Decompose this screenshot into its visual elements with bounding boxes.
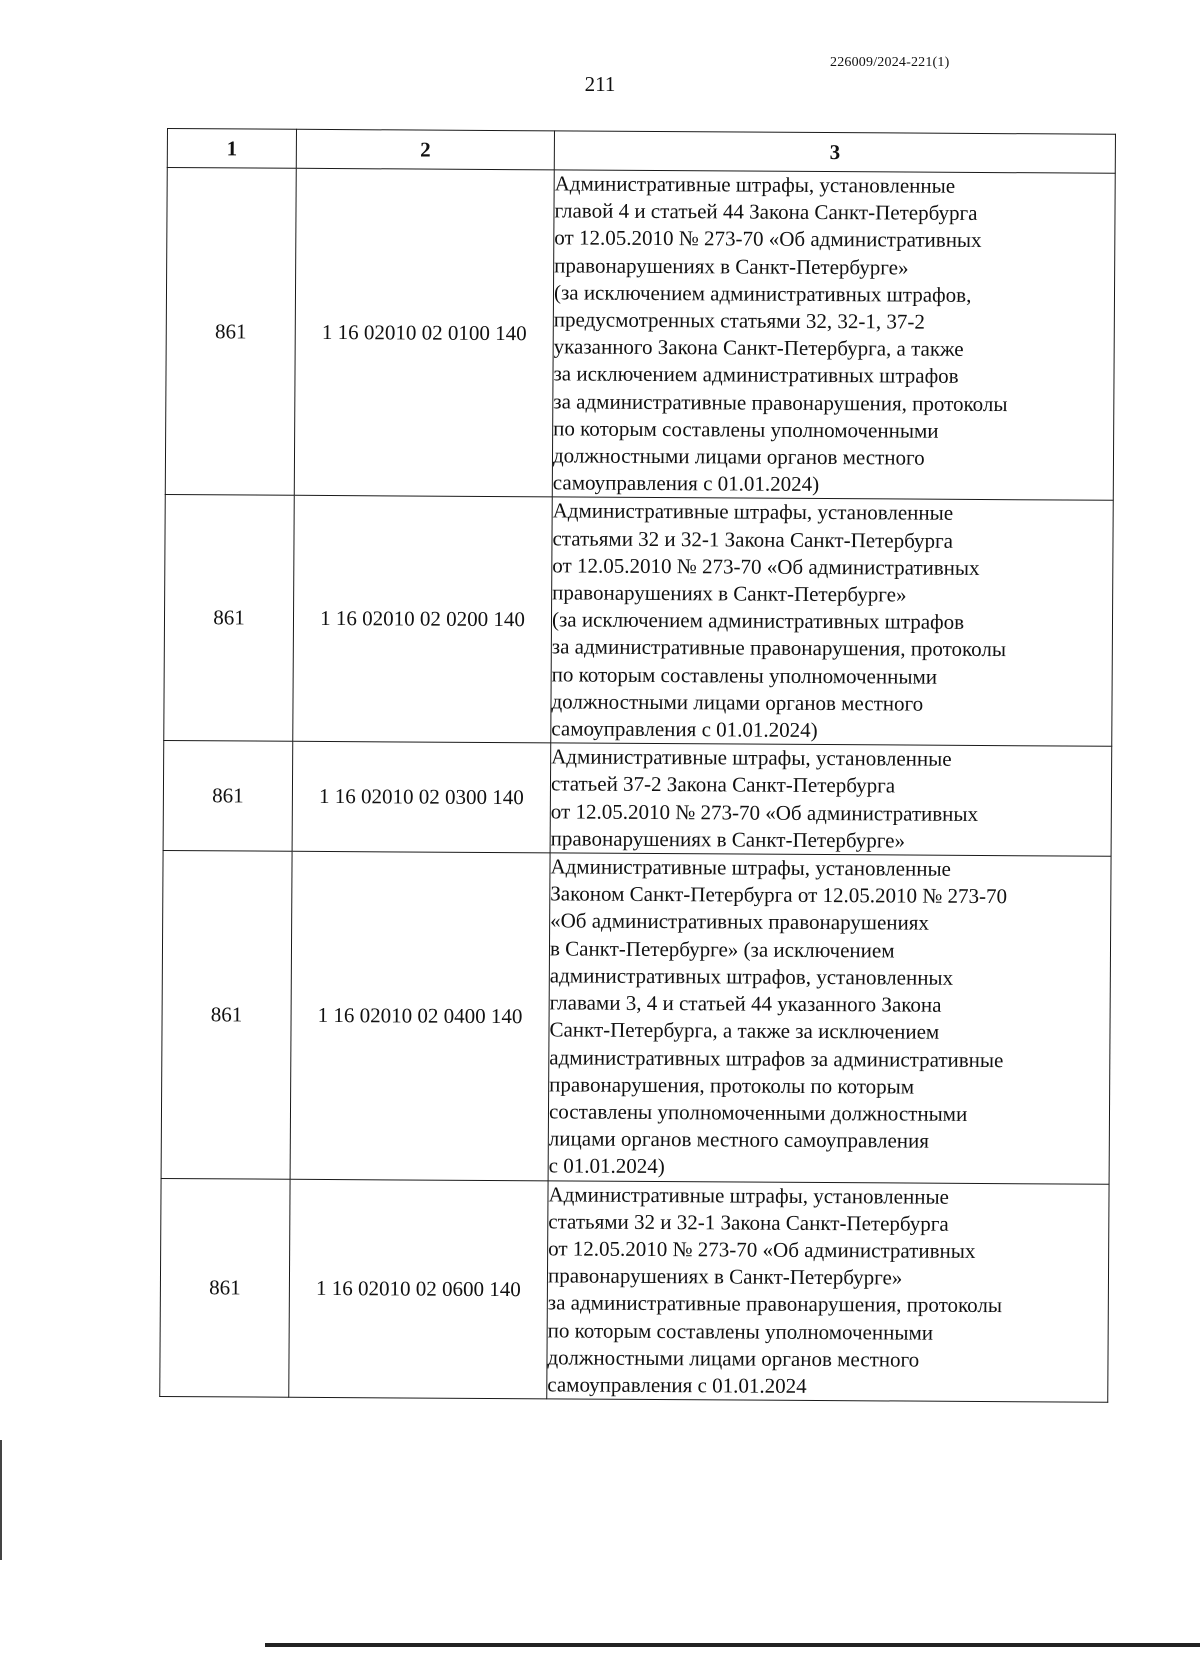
description-cell [548, 853, 1111, 1184]
description-line: Административные штрафы, установленные [550, 854, 951, 881]
document-number: 226009/2024-221(1) [830, 55, 950, 70]
column-header-3: 3 [554, 131, 1115, 173]
description-line: должностными лицами органов местного [551, 689, 924, 716]
admin-code-cell: 861 [165, 168, 296, 496]
description-line: правонарушениях в Санкт-Петербурге» [554, 252, 909, 280]
description-line: по которым составлены уполномоченными [547, 1317, 934, 1345]
budget-code-cell: 1 16 02010 02 0400 140 [290, 851, 550, 1180]
description-line: от 12.05.2010 № 273-70 «Об административных [552, 553, 980, 580]
description-line: правонарушениях в Санкт-Петербурге» [552, 580, 907, 607]
description-line: за административные правонарушения, протоколы [547, 1290, 1003, 1318]
table-header-row [167, 129, 1115, 174]
description-line: самоуправления с 01.01.2024) [551, 716, 818, 743]
description-line: Административные штрафы, установленные [554, 171, 956, 198]
admin-code-cell: 861 [161, 851, 292, 1179]
scan-bottom-rule [265, 1643, 1200, 1647]
description-line: с 01.01.2024) [548, 1153, 665, 1179]
budget-codes-table [159, 128, 1116, 1403]
description-line: Законом Санкт-Петербурга от 12.05.2010 № 273-70 [550, 881, 1008, 909]
description-line: Административные штрафы, установленные [548, 1181, 949, 1209]
description-line: самоуправления с 01.01.2024 [547, 1372, 807, 1398]
table-body [160, 168, 1115, 1403]
description-line: лицами органов местного самоуправления [548, 1126, 930, 1153]
description-line: «Об административных правонарушениях [550, 908, 930, 936]
page-number: 211 [584, 72, 616, 96]
description-cell [551, 497, 1113, 746]
column-header-1: 1 [167, 129, 296, 169]
column-header-2: 2 [296, 129, 554, 170]
description-line: за административные правонарушения, протоколы [553, 388, 1008, 416]
budget-code-cell: 1 16 02010 02 0200 140 [293, 496, 552, 743]
budget-code-cell: 1 16 02010 02 0300 140 [292, 742, 551, 853]
table-row [160, 1178, 1109, 1402]
description-line: административных штрафов за административные [549, 1044, 1004, 1072]
description-line: от 12.05.2010 № 273-70 «Об административных [548, 1236, 976, 1263]
description-line: правонарушениях в Санкт-Петербурге» [547, 1263, 903, 1290]
admin-code-cell: 861 [160, 1178, 290, 1397]
table-row [163, 741, 1112, 857]
description-line: за исключением административных штрафов [553, 361, 959, 389]
description-line: (за исключением административных штрафов [551, 607, 965, 635]
description-line: Административные штрафы, установленные [551, 744, 952, 772]
description-line: указанного Закона Санкт-Петербурга, а также [553, 334, 964, 362]
description-cell [552, 170, 1115, 501]
scan-edge-mark [0, 1440, 2, 1560]
table-row [165, 168, 1115, 501]
description-line: правонарушениях в Санкт-Петербурге» [550, 826, 906, 853]
table-row [164, 495, 1113, 747]
description-line: административных штрафов, установленных [549, 963, 954, 990]
description-line: самоуправления с 01.01.2024) [552, 470, 820, 497]
description-line: в Санкт-Петербурге» (за исключением [549, 936, 895, 963]
budget-code-cell: 1 16 02010 02 0600 140 [289, 1179, 548, 1399]
description-line: должностными лицами органов местного [547, 1345, 920, 1372]
description-line: от 12.05.2010 № 273-70 «Об административных [550, 799, 979, 826]
description-line: статьями 32 и 32-1 Закона Санкт-Петербурга [548, 1209, 949, 1236]
table-row [161, 851, 1111, 1184]
description-line: главами 3, 4 и статьей 44 указанного Закона [549, 990, 942, 1017]
description-line: по которым составлены уполномоченными [551, 662, 938, 689]
description-cell [550, 743, 1112, 856]
admin-code-cell: 861 [163, 741, 293, 852]
description-line: главой 4 и статьей 44 Закона Санкт-Петербурга [554, 198, 978, 226]
description-line: Санкт-Петербурга, а также за исключением [549, 1017, 940, 1045]
description-line: за административные правонарушения, протоколы [551, 634, 1007, 662]
description-line: от 12.05.2010 № 273-70 «Об административных [554, 225, 982, 253]
description-line: должностными лицами органов местного [552, 443, 925, 470]
description-line: правонарушения, протоколы по которым [549, 1072, 915, 1099]
description-line: статьями 32 и 32-1 Закона Санкт-Петербурга [552, 526, 954, 553]
description-line: (за исключением административных штрафов, [553, 280, 972, 307]
description-line: статьей 37-2 Закона Санкт-Петербурга [550, 771, 896, 798]
description-cell [547, 1180, 1109, 1402]
description-line: по которым составлены уполномоченными [553, 416, 939, 443]
description-line: предусмотренных статьями 32, 32-1, 37-2 [553, 307, 926, 334]
admin-code-cell: 861 [164, 495, 294, 742]
description-line: составлены уполномоченными должностными [548, 1099, 968, 1126]
description-line: Административные штрафы, установленные [552, 498, 954, 526]
budget-code-cell: 1 16 02010 02 0100 140 [294, 168, 554, 497]
